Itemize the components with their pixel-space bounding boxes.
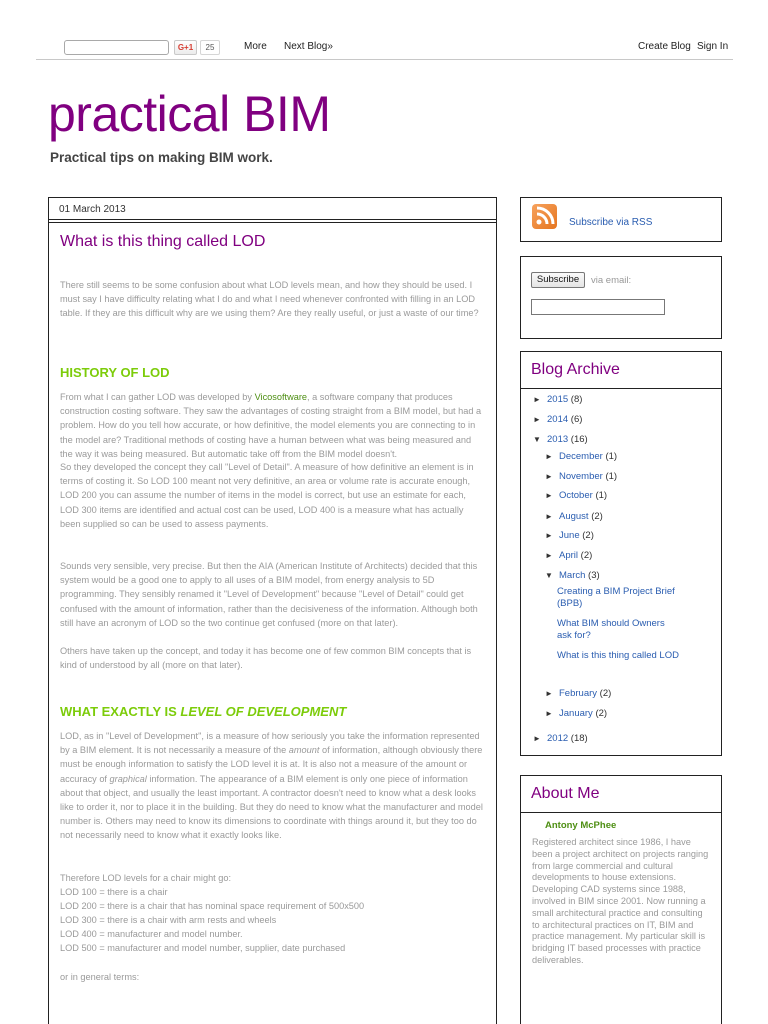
post-intro: There still seems to be some confusion about what LOD levels mean, and how they should be used. I must say I have difficulty relating what I do and what I need whenever confronted with filling in an LOD table. If they are this difficult why are we using them? Are they really useful, or just a waste of our time? bbox=[60, 280, 479, 319]
post-title[interactable]: What is this thing called LOD bbox=[60, 233, 266, 250]
expand-triangle-icon[interactable]: ► bbox=[545, 531, 553, 540]
history-paragraph-3: Sounds very sensible, very precise. But then the AIA (American Institute of Architects) decided that this system would be a good one to apply to all uses of a BIM model, from energy analysis to 5D programming. They sensibly renamed it "Level of Development" because "Level of Detail" could get confused with the amount of information, rather than the decisiveness of the information. Although both still have an acronym of LOD so the two continue get confused (more on that later). bbox=[60, 561, 478, 628]
subscribe-rss-link[interactable]: Subscribe via RSS bbox=[569, 217, 653, 228]
more-link[interactable]: More bbox=[244, 41, 267, 52]
history-paragraph-1: From what I can gather LOD was developed by Vicosoftware, a software company that produces construction costing software. They saw the advantages of costing straight from a BIM model, but had a problem. How do you tell how accurate, or how definitive, the model elements you are connecting to in the model are? Traditional methods of costing have a human between what was being measured and the way it was being measured. But automatic take off from the BIM model doesn't. bbox=[60, 392, 482, 459]
via-email-label: via email: bbox=[591, 275, 632, 286]
about-title: About Me bbox=[521, 776, 721, 813]
post-date: 01 March 2013 bbox=[49, 198, 496, 220]
post-body-frame bbox=[49, 222, 496, 1024]
lod-list-item: LOD 200 = there is a chair that has nominal space requirement of 500x500 bbox=[60, 901, 365, 911]
what-exactly-heading: WHAT EXACTLY IS LEVEL OF DEVELOPMENT bbox=[60, 704, 347, 719]
expand-triangle-icon[interactable]: ► bbox=[533, 415, 541, 424]
archive-month-june[interactable]: ► June (2) bbox=[545, 530, 594, 541]
archive-month-november[interactable]: ► November (1) bbox=[545, 471, 618, 482]
about-me-widget bbox=[520, 775, 722, 1024]
next-blog-link[interactable]: Next Blog» bbox=[284, 41, 333, 52]
expand-triangle-icon[interactable]: ► bbox=[545, 491, 553, 500]
subscribe-button[interactable]: Subscribe bbox=[531, 272, 585, 288]
history-paragraph-4: Others have taken up the concept, and today it has become one of few common BIM concepts that is kind of understood by all (more on that later). bbox=[60, 646, 472, 671]
collapse-triangle-icon[interactable]: ▼ bbox=[533, 435, 541, 444]
archive-post-link[interactable]: What BIM should Owners ask for? bbox=[557, 618, 665, 641]
archive-post-link[interactable]: What is this thing called LOD bbox=[557, 650, 679, 661]
archive-month-february[interactable]: ► February (2) bbox=[545, 688, 612, 699]
blogger-navbar bbox=[36, 34, 733, 60]
post-container bbox=[48, 197, 497, 1024]
lod-list-intro: Therefore LOD levels for a chair might go: bbox=[60, 873, 232, 883]
archive-title: Blog Archive bbox=[521, 352, 721, 389]
expand-triangle-icon[interactable]: ► bbox=[545, 472, 553, 481]
author-name-link[interactable]: Antony McPhee bbox=[545, 820, 617, 831]
expand-triangle-icon[interactable]: ► bbox=[545, 452, 553, 461]
general-terms-text: or in general terms: bbox=[60, 972, 140, 982]
archive-year-2014[interactable]: ► 2014 (6) bbox=[533, 414, 583, 425]
what-exactly-paragraph: LOD, as in "Level of Development", is a measure of how seriously you take the information represented by a BIM element. It is not necessarily a measure of the amount of information, although obviously there must be enough information to satisfy the LOD level it is at. It is also not a measure of the amount or accuracy of graphical information. The appearance of a BIM element is only one piece of information about that object, and usually the least important. A contractor doesn't need to know what a desk looks like to order it, nor to place it in the building. But they do need to know what the manufacturer and model number is. Others may need to know its dimensions to coordinate with things around it, but they too do not necessarily need to know what it exactly looks like. bbox=[60, 731, 483, 841]
vicosoftware-link[interactable]: Vicosoftware bbox=[254, 392, 308, 402]
archive-year-2012[interactable]: ► 2012 (18) bbox=[533, 733, 588, 744]
blog-title[interactable]: practical BIM bbox=[48, 86, 331, 142]
archive-month-april[interactable]: ► April (2) bbox=[545, 550, 593, 561]
archive-post-link[interactable]: Creating a BIM Project Brief (BPB) bbox=[557, 586, 675, 609]
email-field[interactable] bbox=[531, 299, 665, 315]
rss-icon[interactable] bbox=[532, 204, 557, 229]
history-heading: HISTORY OF LOD bbox=[60, 365, 170, 380]
blog-description: Practical tips on making BIM work. bbox=[50, 150, 273, 165]
history-paragraph-2: So they developed the concept they call "Level of Detail". A measure of how definitive an element is in terms of costing it. So LOD 100 meant not very definitive, an area or volume rate is accurate enough, LOD 200 you can assume the number of items in the model is correct, but use an estimate for each, LOD 300 items are identified and actual cost can be used, LOD 400 is a measure what has actually been supplied so can be used to assess payments. bbox=[60, 462, 474, 529]
archive-month-january[interactable]: ► January (2) bbox=[545, 708, 608, 719]
expand-triangle-icon[interactable]: ► bbox=[545, 709, 553, 718]
google-plus-one-button[interactable]: G+1 bbox=[174, 40, 197, 55]
navbar-search-input[interactable] bbox=[64, 40, 169, 55]
rss-widget bbox=[520, 197, 722, 242]
author-bio: Registered architect since 1986, I have been a project architect on projects ranging from large commercial and cultural developments to house extensions. Developing CAD systems since 1988, involved in BIM since 2001. Now running a small architectural practice and consulting to architectural practices on IT, BIM and practice management. My particular skill is bridging IT based processes with practice deliverables. bbox=[532, 837, 709, 965]
lod-list-item: LOD 500 = manufacturer and model number, supplier, date purchased bbox=[60, 943, 346, 953]
blog-archive-widget bbox=[520, 351, 722, 756]
lod-list-item: LOD 300 = there is a chair with arm rests and wheels bbox=[60, 915, 277, 925]
archive-month-october[interactable]: ► October (1) bbox=[545, 490, 608, 501]
expand-triangle-icon[interactable]: ► bbox=[545, 551, 553, 560]
expand-triangle-icon[interactable]: ► bbox=[545, 689, 553, 698]
expand-triangle-icon[interactable]: ► bbox=[533, 395, 541, 404]
expand-triangle-icon[interactable]: ► bbox=[533, 734, 541, 743]
archive-month-march[interactable]: ▼ March (3) bbox=[545, 570, 600, 581]
create-blog-link[interactable]: Create Blog bbox=[638, 41, 691, 52]
sign-in-link[interactable]: Sign In bbox=[697, 41, 729, 52]
archive-year-2015[interactable]: ► 2015 (8) bbox=[533, 394, 583, 405]
lod-list-item: LOD 400 = manufacturer and model number. bbox=[60, 929, 243, 939]
archive-month-december[interactable]: ► December (1) bbox=[545, 451, 618, 462]
collapse-triangle-icon[interactable]: ▼ bbox=[545, 571, 553, 580]
archive-year-2013[interactable]: ▼ 2013 (16) bbox=[533, 434, 588, 445]
lod-list-item: LOD 100 = there is a chair bbox=[60, 887, 168, 897]
expand-triangle-icon[interactable]: ► bbox=[545, 512, 553, 521]
email-subscribe-widget bbox=[520, 256, 722, 339]
google-plus-count: 25 bbox=[200, 40, 220, 55]
archive-month-august[interactable]: ► August (2) bbox=[545, 511, 603, 522]
